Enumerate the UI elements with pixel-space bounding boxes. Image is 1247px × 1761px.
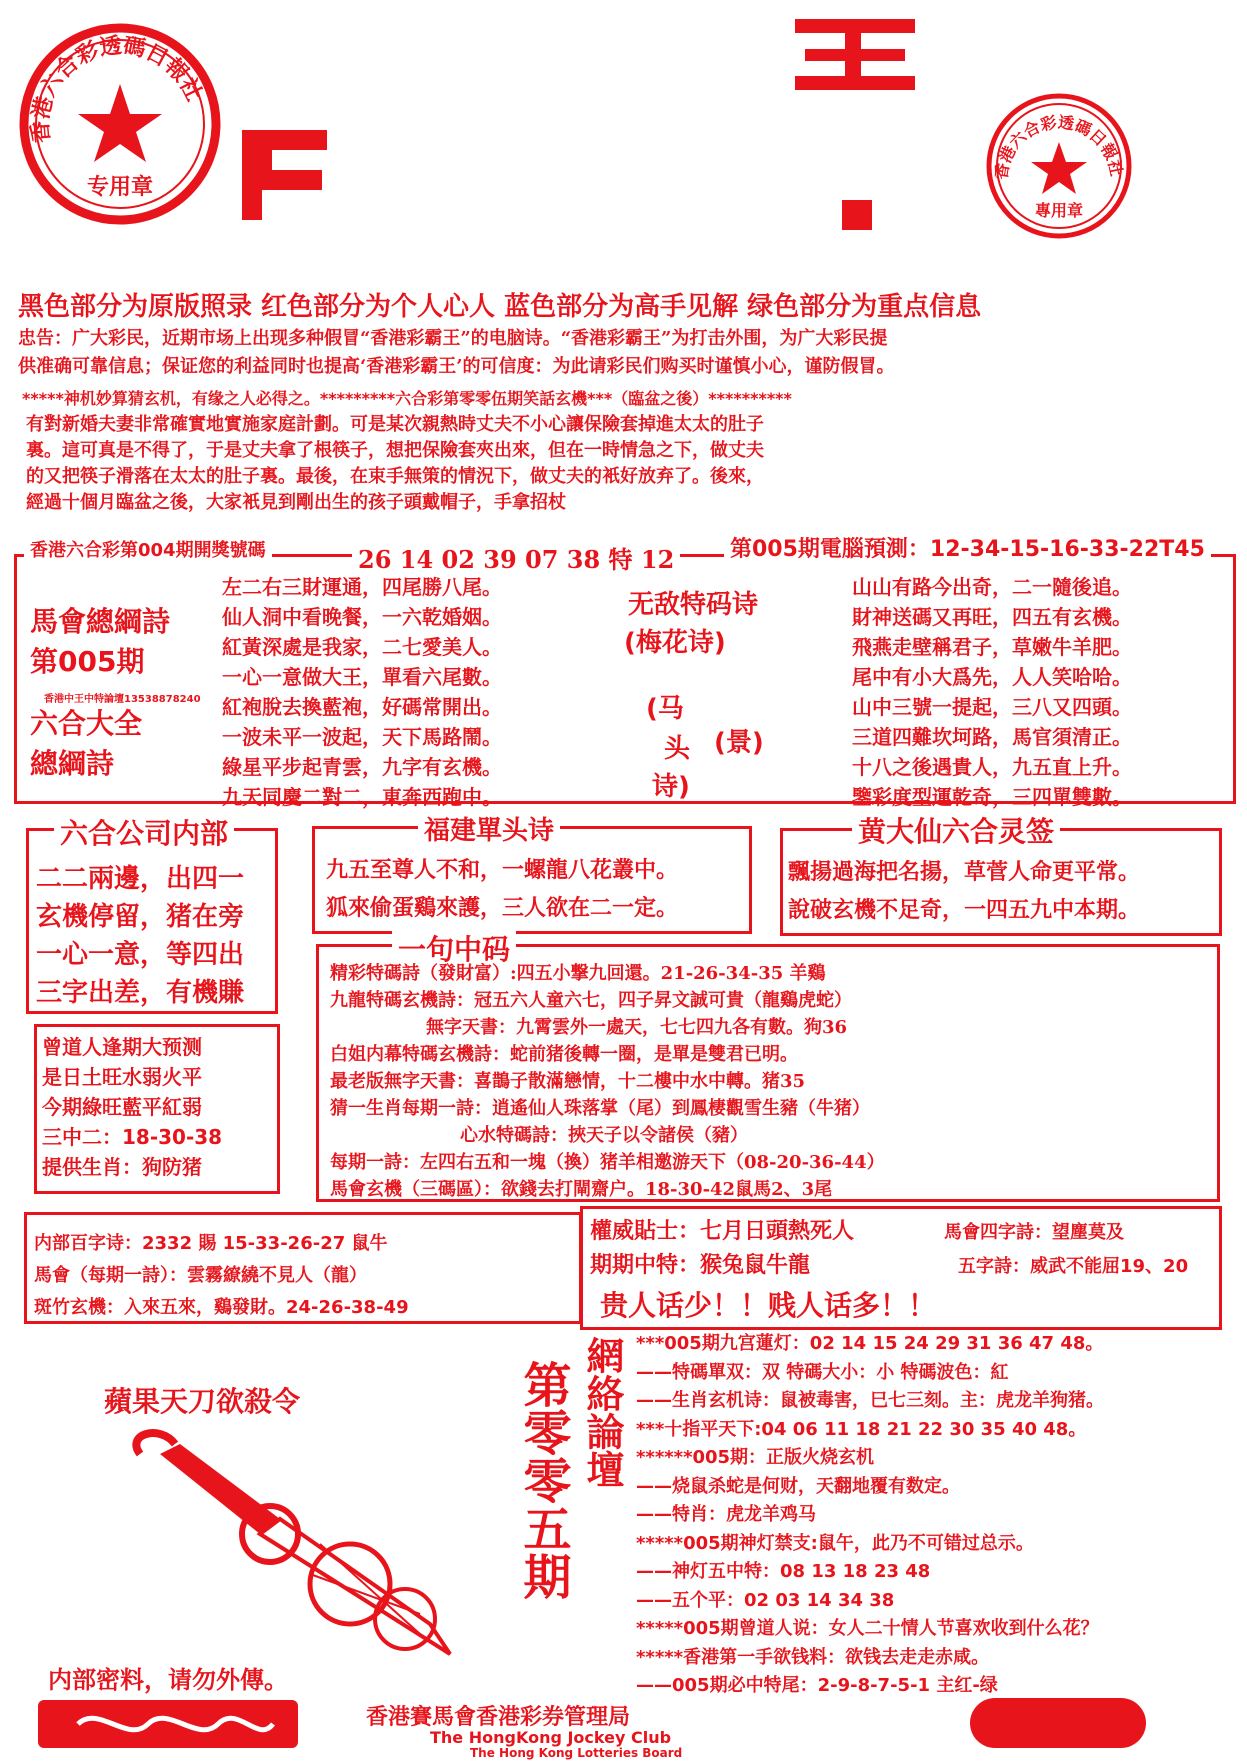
bottom-right-line: ***十指平天下:04 06 11 18 21 22 30 35 40 48。: [636, 1418, 1087, 1440]
bottom-right-line: ***005期九宫蓮灯：02 14 15 24 29 31 36 47 48。: [636, 1333, 1104, 1354]
poem-line: 左二右三財運通，四尾勝八尾。: [222, 575, 502, 599]
wongtaisin-line: 飄揚過海把名揚，草菅人命更平常。: [788, 860, 1141, 885]
bottom-right-line: *****005期神灯禁支:鼠午，此乃不可错过总示。: [636, 1532, 1034, 1554]
internal-body: [36, 860, 244, 1012]
wongtaisin-title: 黄大仙六合灵签: [852, 810, 1060, 850]
stamp-right: [985, 92, 1133, 240]
internal-line: 玄機停留，猪在旁: [36, 902, 245, 932]
brand-logo-fragment: [232, 120, 332, 230]
authority-tip: 權威貼士：七月日頭熱死人: [590, 1219, 855, 1244]
poem-left-small: 香港中王中特論壇13538878240: [44, 694, 201, 705]
poem-line: 一波未平一波起，天下馬路鬧。: [222, 725, 502, 749]
draw-label: 香港六合彩第004期開獎號碼: [24, 536, 272, 562]
poem-line: 紅袍脫去換藍袍，好碼常開出。: [222, 695, 502, 719]
poem-col-2: [852, 572, 1132, 812]
computer-forecast: 第005期電腦預測：12-34-15-16-33-22T45: [724, 532, 1211, 563]
star-icon: [1031, 142, 1087, 194]
bottom-right-line: *****005期曾道人说：女人二十情人节喜欢收到什么花？: [636, 1618, 1099, 1639]
footer-emblem-right: [970, 1698, 1146, 1748]
bottom-right-line: ——五个平：02 03 14 34 38: [636, 1589, 895, 1611]
poem-line: 鑒彩度型運乾奇，三四單雙數。: [852, 785, 1132, 809]
joke-line: 裏。這可真是不得了，于是丈夫拿了根筷子，想把保險套夾出來，但在一時情急之下，做丈夫: [26, 440, 764, 461]
internal-line: 二二兩邊，出四一: [36, 864, 245, 894]
oneliner-line: 精彩特碼詩（發財富）:四五小撃九回還。21-26-34-35 羊鷄: [330, 963, 826, 984]
lower-left-body: [34, 1228, 409, 1324]
predict-line: 三中二：18-30-38: [42, 1125, 223, 1149]
lower-left-line: 斑竹玄機：入來五來，鷄發財。24-26-38-49: [34, 1297, 409, 1318]
stamp-right-ring-text: 香港六合彩透碼日報社: [991, 112, 1127, 181]
authority-slogan: 贵人话少！！贱人话多！！: [600, 1289, 937, 1322]
joke-body: [26, 412, 764, 516]
fujian-title: 福建單头诗: [418, 810, 560, 847]
joke-line: 的又把筷子滑落在太太的肚子裏。最後，在束手無策的情況下，做丈夫的衹好放弃了。後來，: [26, 466, 764, 487]
fujian-body: [326, 852, 678, 928]
internal-line: 一心一意，等四出: [36, 940, 245, 970]
bottom-right-line: ——生肖玄机诗：鼠被毒害，巳七三刻。主：虎龙羊狗猪。: [636, 1390, 1104, 1411]
oneliner-body: [330, 960, 885, 1203]
internal-title: 六合公司内部: [54, 812, 234, 852]
joke-line: 有對新婚夫妻非常確實地實施家庭計劃。可是某次親熱時丈夫不小心讓保險套掉進太太的肚子: [26, 414, 764, 435]
joke-line: 經過十個月臨盆之後，大家衹見到剛出生的孩子頭戴帽子，手拿招杖: [26, 492, 566, 513]
bottom-left-title: 蘋果天刀欲殺令: [104, 1385, 301, 1418]
stamp-left: [18, 22, 222, 226]
mid-title-d: (景): [714, 728, 764, 758]
mid-title-a: (马: [646, 694, 684, 724]
wongtaisin-body: [788, 854, 1140, 930]
lower-left-line: 馬會（每期一詩）：雲霧繚繞不見人（龍）: [34, 1265, 367, 1286]
poem-line: 飛燕走壁稱君子，草嫩牛羊肥。: [852, 635, 1132, 659]
bottom-left-caption: 内部密料，请勿外傳。: [48, 1666, 288, 1694]
footer-club-en: The HongKong Jockey Club: [430, 1728, 672, 1747]
bottom-right-line: ——005期必中特尾：2-9-8-7-5-1 主红-绿: [636, 1675, 998, 1696]
draw-numbers: 26 14 02 39 07 38 特 12: [352, 540, 680, 575]
fujian-line: 九五至尊人不和，一螺龍八花叢中。: [326, 858, 679, 883]
predict-line: 今期綠旺藍平紅弱: [42, 1095, 202, 1119]
stamp-left-sub: 专用章: [86, 175, 154, 200]
bottom-right-line: ******005期：正版火烧玄机: [636, 1447, 875, 1468]
poem-line: 三道四難坎坷路，馬官須清正。: [852, 725, 1132, 749]
poem-col-1: [222, 572, 502, 812]
bottom-right-line: ——神灯五中特：08 13 18 23 48: [636, 1561, 931, 1582]
bottom-right-line: ——烧鼠杀蛇是何财，天翻地覆有数定。: [636, 1475, 960, 1497]
poem-line: 十八之後遇貴人，九五直上升。: [852, 755, 1132, 779]
mid-title-b: 头: [664, 734, 691, 764]
wongtaisin-line: 說破玄機不足奇，一四五九中本期。: [788, 898, 1141, 923]
authority-fourchar: 馬會四字詩：望塵莫及: [944, 1222, 1124, 1243]
poem-line: 一心一意做大王，單看六尾數。: [222, 665, 502, 689]
poem-line: 山中三號一提起，三八又四頭。: [852, 695, 1132, 719]
mid-title-c: 诗): [652, 772, 690, 802]
poem-line: 尾中有小大爲先，人人笑哈哈。: [852, 665, 1132, 689]
notice-line-2: 供准确可靠信息；保证您的利益同时也提高‘香港彩霸王’的可信度：为此请彩民们购买时谨慎小心，谨防假冒。: [18, 356, 895, 377]
predict-title: 曾道人逢期大预测: [42, 1035, 202, 1059]
fujian-line: 狐來偷蛋鷄來護，三人欲在二一定。: [326, 896, 679, 921]
vertical-forum: 網絡論壇: [580, 1336, 624, 1488]
authority-special: 期期中特：猴兔鼠牛龍: [590, 1253, 811, 1278]
poem-left-titles-2: [30, 704, 142, 784]
poem-line: 紅黃深處是我家，二七愛美人。: [222, 635, 502, 659]
stamp-right-sub: 專用章: [1034, 201, 1084, 220]
vertical-issue: 第零零五期: [515, 1360, 571, 1600]
poem-left-title: 六合大全: [30, 707, 143, 740]
oneliner-line: 猜一生肖每期一詩：逍遙仙人珠落掌（尾）到鳳棲觀雪生豬（牛猪）: [330, 1098, 870, 1119]
poem-line: 山山有路今出奇，二一隨後追。: [852, 575, 1132, 599]
oneliner-line: 九龍特碼玄機詩：冠五六人童六七，四子昇文誠可貴（龍鷄虎蛇）: [330, 990, 852, 1011]
oneliner-line: 無字天書：九霄雲外一處天，七七四九各有數。狗36: [426, 1017, 848, 1038]
oneliner-line: 白姐内幕特碼玄機詩：蛇前猪後轉一圈，是單是雙君已明。: [330, 1044, 798, 1065]
poem-left-titles: [30, 602, 170, 682]
poem-left-issue: 第005期: [30, 645, 145, 678]
predict-line: 提供生肖：狗防猪: [42, 1155, 202, 1179]
internal-line: 三字出差，有機賺: [36, 978, 245, 1008]
poem-left-title: 總綱詩: [30, 747, 115, 780]
poem-line: 財神送碼又再旺，四五有玄機。: [852, 605, 1132, 629]
predict-body: [42, 1032, 222, 1182]
oneliner-line: 心水特碼詩：挾天子以令諸侯（豬）: [460, 1125, 748, 1146]
poem-line: 綠星平步起青雲，九字有玄機。: [222, 755, 502, 779]
predict-line: 是日土旺水弱火平: [42, 1065, 202, 1089]
color-legend: 黑色部分为原版照录 红色部分为个人心人 蓝色部分为高手见解 绿色部分为重点信息: [18, 292, 982, 322]
bottom-right-line: ——特肖：虎龙羊鸡马: [636, 1504, 816, 1525]
bottom-right-list: [636, 1330, 1104, 1701]
lower-left-line: 内部百字诗：2332 賜 15-33-26-27 鼠牛: [34, 1233, 388, 1254]
stamp-left-ring-text: 香港六合彩透碼日報社: [28, 33, 207, 144]
sword-illustration: [120, 1424, 480, 1674]
poem-line: 仙人洞中看晚餐，一六乾婚姻。: [222, 605, 502, 629]
mid-title-2: (梅花诗): [624, 628, 726, 658]
footer-board-en: The Hong Kong Lotteries Board: [470, 1746, 683, 1760]
authority-fivechar: 五字詩：威武不能屈19、20: [958, 1256, 1189, 1277]
notice-line-1: 忠告：广大彩民，近期市场上出现多种假冒“香港彩霸王”的电脑诗。“香港彩霸王”为打击外围，为广大彩民提: [18, 328, 888, 349]
oneliner-line: 每期一詩：左四右五和一塊（換）猪羊相邀游天下（08-20-36-44）: [330, 1152, 885, 1173]
oneliner-line: 最老版無字天書：喜鵲子散滿戀情，十二樓中水中轉。猪35: [330, 1071, 806, 1092]
star-icon: [78, 84, 162, 162]
oneliner-line: 馬會玄機（三碼區）：欲錢去打閘齋户。18-30-42鼠馬2、3尾: [330, 1179, 833, 1200]
bottom-right-line: *****香港第一手欲钱料：欲钱去走走赤咸。: [636, 1646, 990, 1668]
bottom-right-line: ——特碼單双：双 特碼大小：小 特碼波色：紅: [636, 1361, 1009, 1383]
brand-logo-fragment-3: [842, 200, 872, 230]
footer-board: 香港賽馬會香港彩券管理局: [366, 1705, 631, 1730]
stamp-right-seal: [985, 92, 1133, 240]
stamp-left-seal: [18, 22, 222, 226]
poem-left-title: 馬會總綱詩: [30, 605, 171, 638]
joke-title: *****神机妙算猜玄机，有缘之人必得之。*********六合彩第零零伍期笑話玄機***（臨盆之後）**********: [22, 389, 792, 408]
footer-emblem-left: [38, 1700, 298, 1748]
poem-line: 九天同慶二對二，東奔西跑中。: [222, 785, 502, 809]
brand-logo-fragment-2: [790, 14, 920, 94]
oneliner-title: 一句中码: [392, 928, 516, 968]
mid-title-1: 无敌特码诗: [628, 590, 759, 620]
